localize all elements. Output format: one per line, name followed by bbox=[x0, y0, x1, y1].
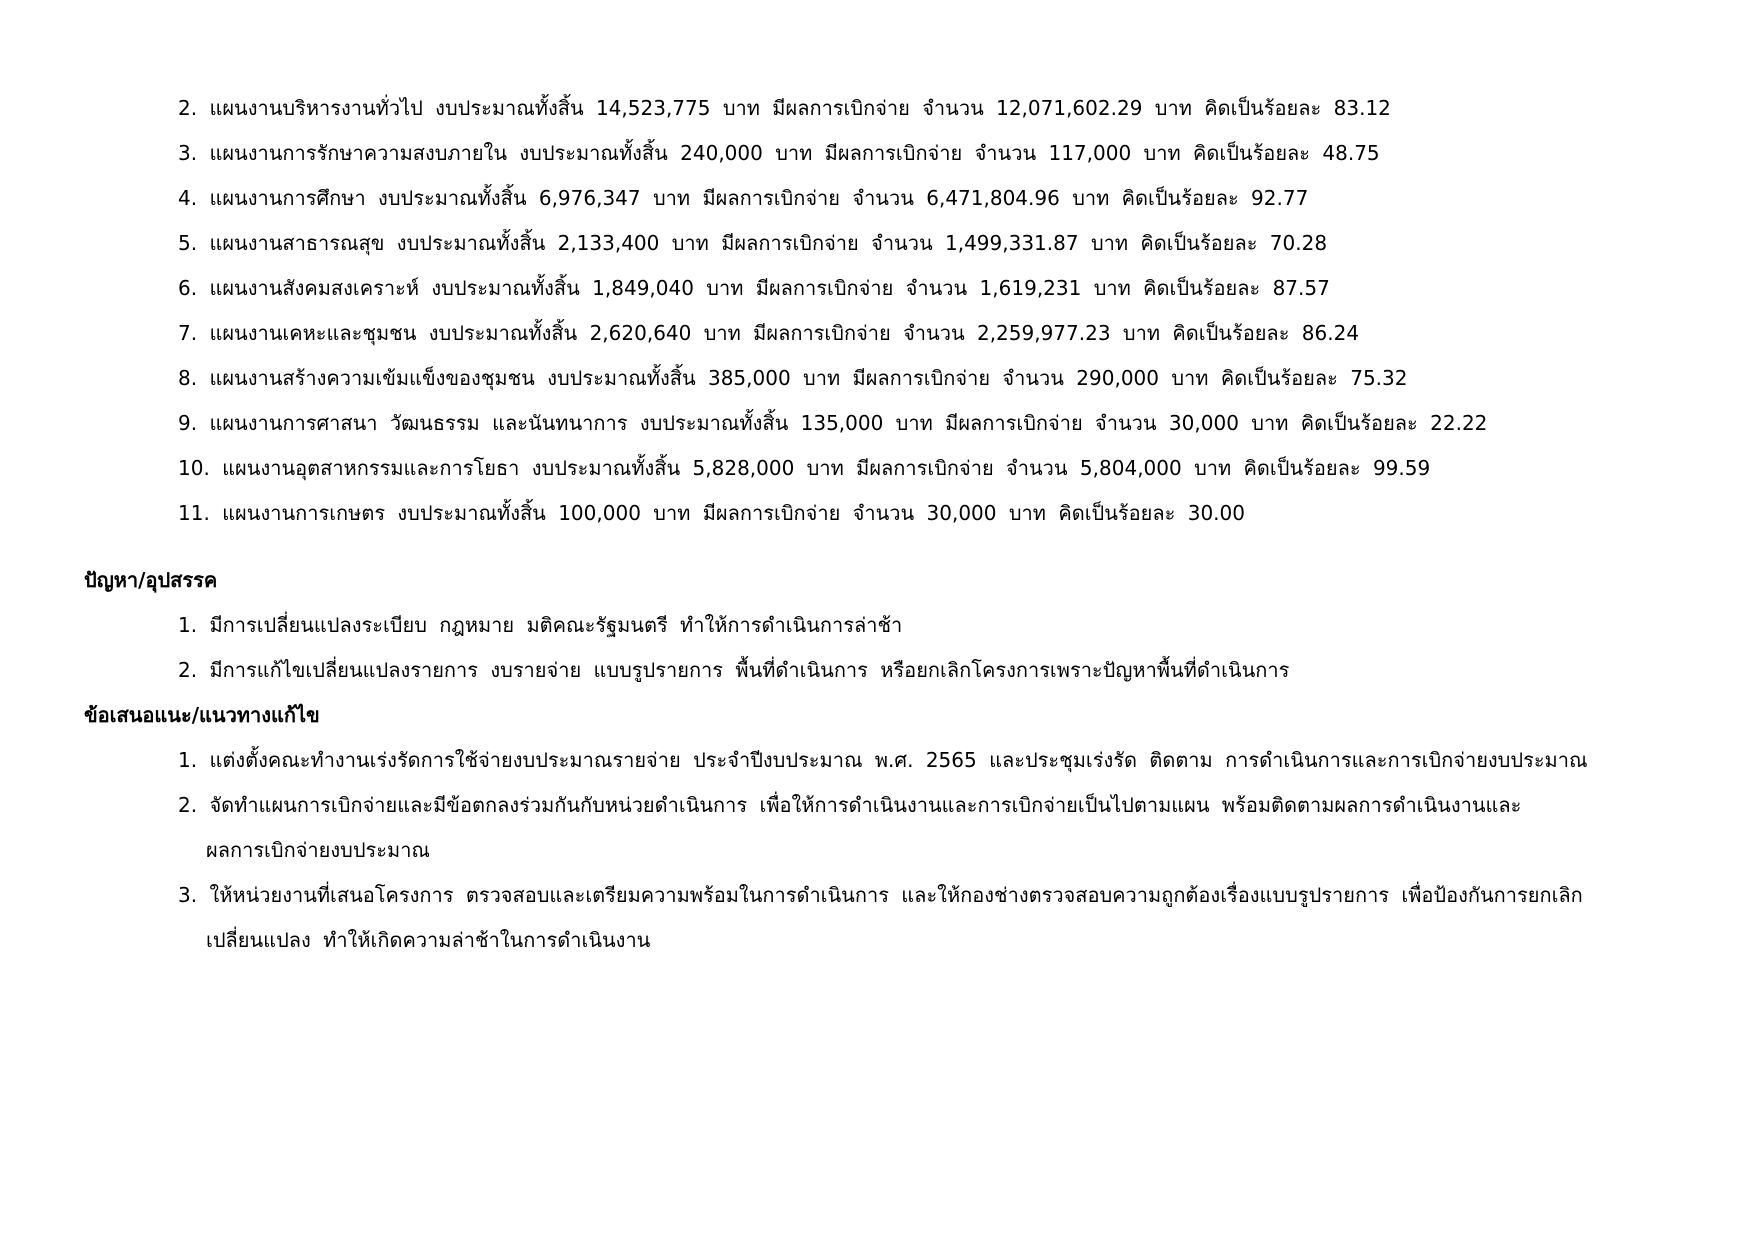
suggestion-item-3-continued: เปลี่ยนแปลง ทำให้เกิดความล่าช้าในการดำเนินงาน bbox=[206, 928, 651, 952]
problems-heading: ปัญหา/อุปสรรค bbox=[84, 568, 218, 592]
budget-plan-8: 8. แผนงานสร้างความเข้มแข็งของชุมชน งบประมาณทั้งสิ้น 385,000 บาท มีผลการเบิกจ่าย จำนวน 290,000 บาท คิดเป็นร้อยละ 75.32 bbox=[178, 366, 1408, 390]
suggestion-item-1: 1. แต่งตั้งคณะทำงานเร่งรัดการใช้จ่ายงบประมาณรายจ่าย ประจำปีงบประมาณ พ.ศ. 2565 และประชุมเร่งรัด ติดตาม การดำเนินการและการเบิกจ่ายงบประมาณ bbox=[178, 748, 1588, 772]
budget-plan-10: 10. แผนงานอุตสาหกรรมและการโยธา งบประมาณทั้งสิ้น 5,828,000 บาท มีผลการเบิกจ่าย จำนวน 5,804,000 บาท คิดเป็นร้อยละ 99.59 bbox=[178, 456, 1431, 480]
suggestion-item-3: 3. ให้หน่วยงานที่เสนอโครงการ ตรวจสอบและเตรียมความพร้อมในการดำเนินการ และให้กองช่างตรวจสอบความถูกต้องเรื่องแบบรูปรายการ เพื่อป้องกันการยกเลิก bbox=[178, 883, 1583, 907]
problem-item-1: 1. มีการเปลี่ยนแปลงระเบียบ กฎหมาย มติคณะรัฐมนตรี ทำให้การดำเนินการล่าช้า bbox=[178, 613, 903, 637]
budget-plan-3: 3. แผนงานการรักษาความสงบภายใน งบประมาณทั้งสิ้น 240,000 บาท มีผลการเบิกจ่าย จำนวน 117,000 บาท คิดเป็นร้อยละ 48.75 bbox=[178, 141, 1380, 165]
budget-plan-6: 6. แผนงานสังคมสงเคราะห์ งบประมาณทั้งสิ้น 1,849,040 บาท มีผลการเบิกจ่าย จำนวน 1,619,231 บาท คิดเป็นร้อยละ 87.57 bbox=[178, 276, 1330, 300]
suggestion-item-2-continued: ผลการเบิกจ่ายงบประมาณ bbox=[206, 838, 430, 862]
budget-plan-11: 11. แผนงานการเกษตร งบประมาณทั้งสิ้น 100,000 บาท มีผลการเบิกจ่าย จำนวน 30,000 บาท คิดเป็นร้อยละ 30.00 bbox=[178, 501, 1245, 525]
suggestion-item-2: 2. จัดทำแผนการเบิกจ่ายและมีข้อตกลงร่วมกันกับหน่วยดำเนินการ เพื่อให้การดำเนินงานและการเบิกจ่ายเป็นไปตามแผน พร้อมติดตามผลการดำเนินงานและ bbox=[178, 793, 1522, 817]
budget-plan-9: 9. แผนงานการศาสนา วัฒนธรรม และนันทนาการ งบประมาณทั้งสิ้น 135,000 บาท มีผลการเบิกจ่าย จำนวน 30,000 บาท คิดเป็นร้อยละ 22.22 bbox=[178, 411, 1488, 435]
budget-plan-4: 4. แผนงานการศึกษา งบประมาณทั้งสิ้น 6,976,347 บาท มีผลการเบิกจ่าย จำนวน 6,471,804.96 บาท คิดเป็นร้อยละ 92.77 bbox=[178, 186, 1309, 210]
budget-plan-7: 7. แผนงานเคหะและชุมชน งบประมาณทั้งสิ้น 2,620,640 บาท มีผลการเบิกจ่าย จำนวน 2,259,977.23 บาท คิดเป็นร้อยละ 86.24 bbox=[178, 321, 1360, 345]
problem-item-2: 2. มีการแก้ไขเปลี่ยนแปลงรายการ งบรายจ่าย แบบรูปรายการ พื้นที่ดำเนินการ หรือยกเลิกโครงการเพราะปัญหาพื้นที่ดำเนินการ bbox=[178, 658, 1290, 682]
budget-plan-2: 2. แผนงานบริหารงานทั่วไป งบประมาณทั้งสิ้น 14,523,775 บาท มีผลการเบิกจ่าย จำนวน 12,071,602.29 บาท คิดเป็นร้อยละ 83.12 bbox=[178, 96, 1391, 120]
suggestions-heading: ข้อเสนอแนะ/แนวทางแก้ไข bbox=[84, 703, 320, 727]
budget-plan-5: 5. แผนงานสาธารณสุข งบประมาณทั้งสิ้น 2,133,400 บาท มีผลการเบิกจ่าย จำนวน 1,499,331.87 บาท คิดเป็นร้อยละ 70.28 bbox=[178, 231, 1328, 255]
